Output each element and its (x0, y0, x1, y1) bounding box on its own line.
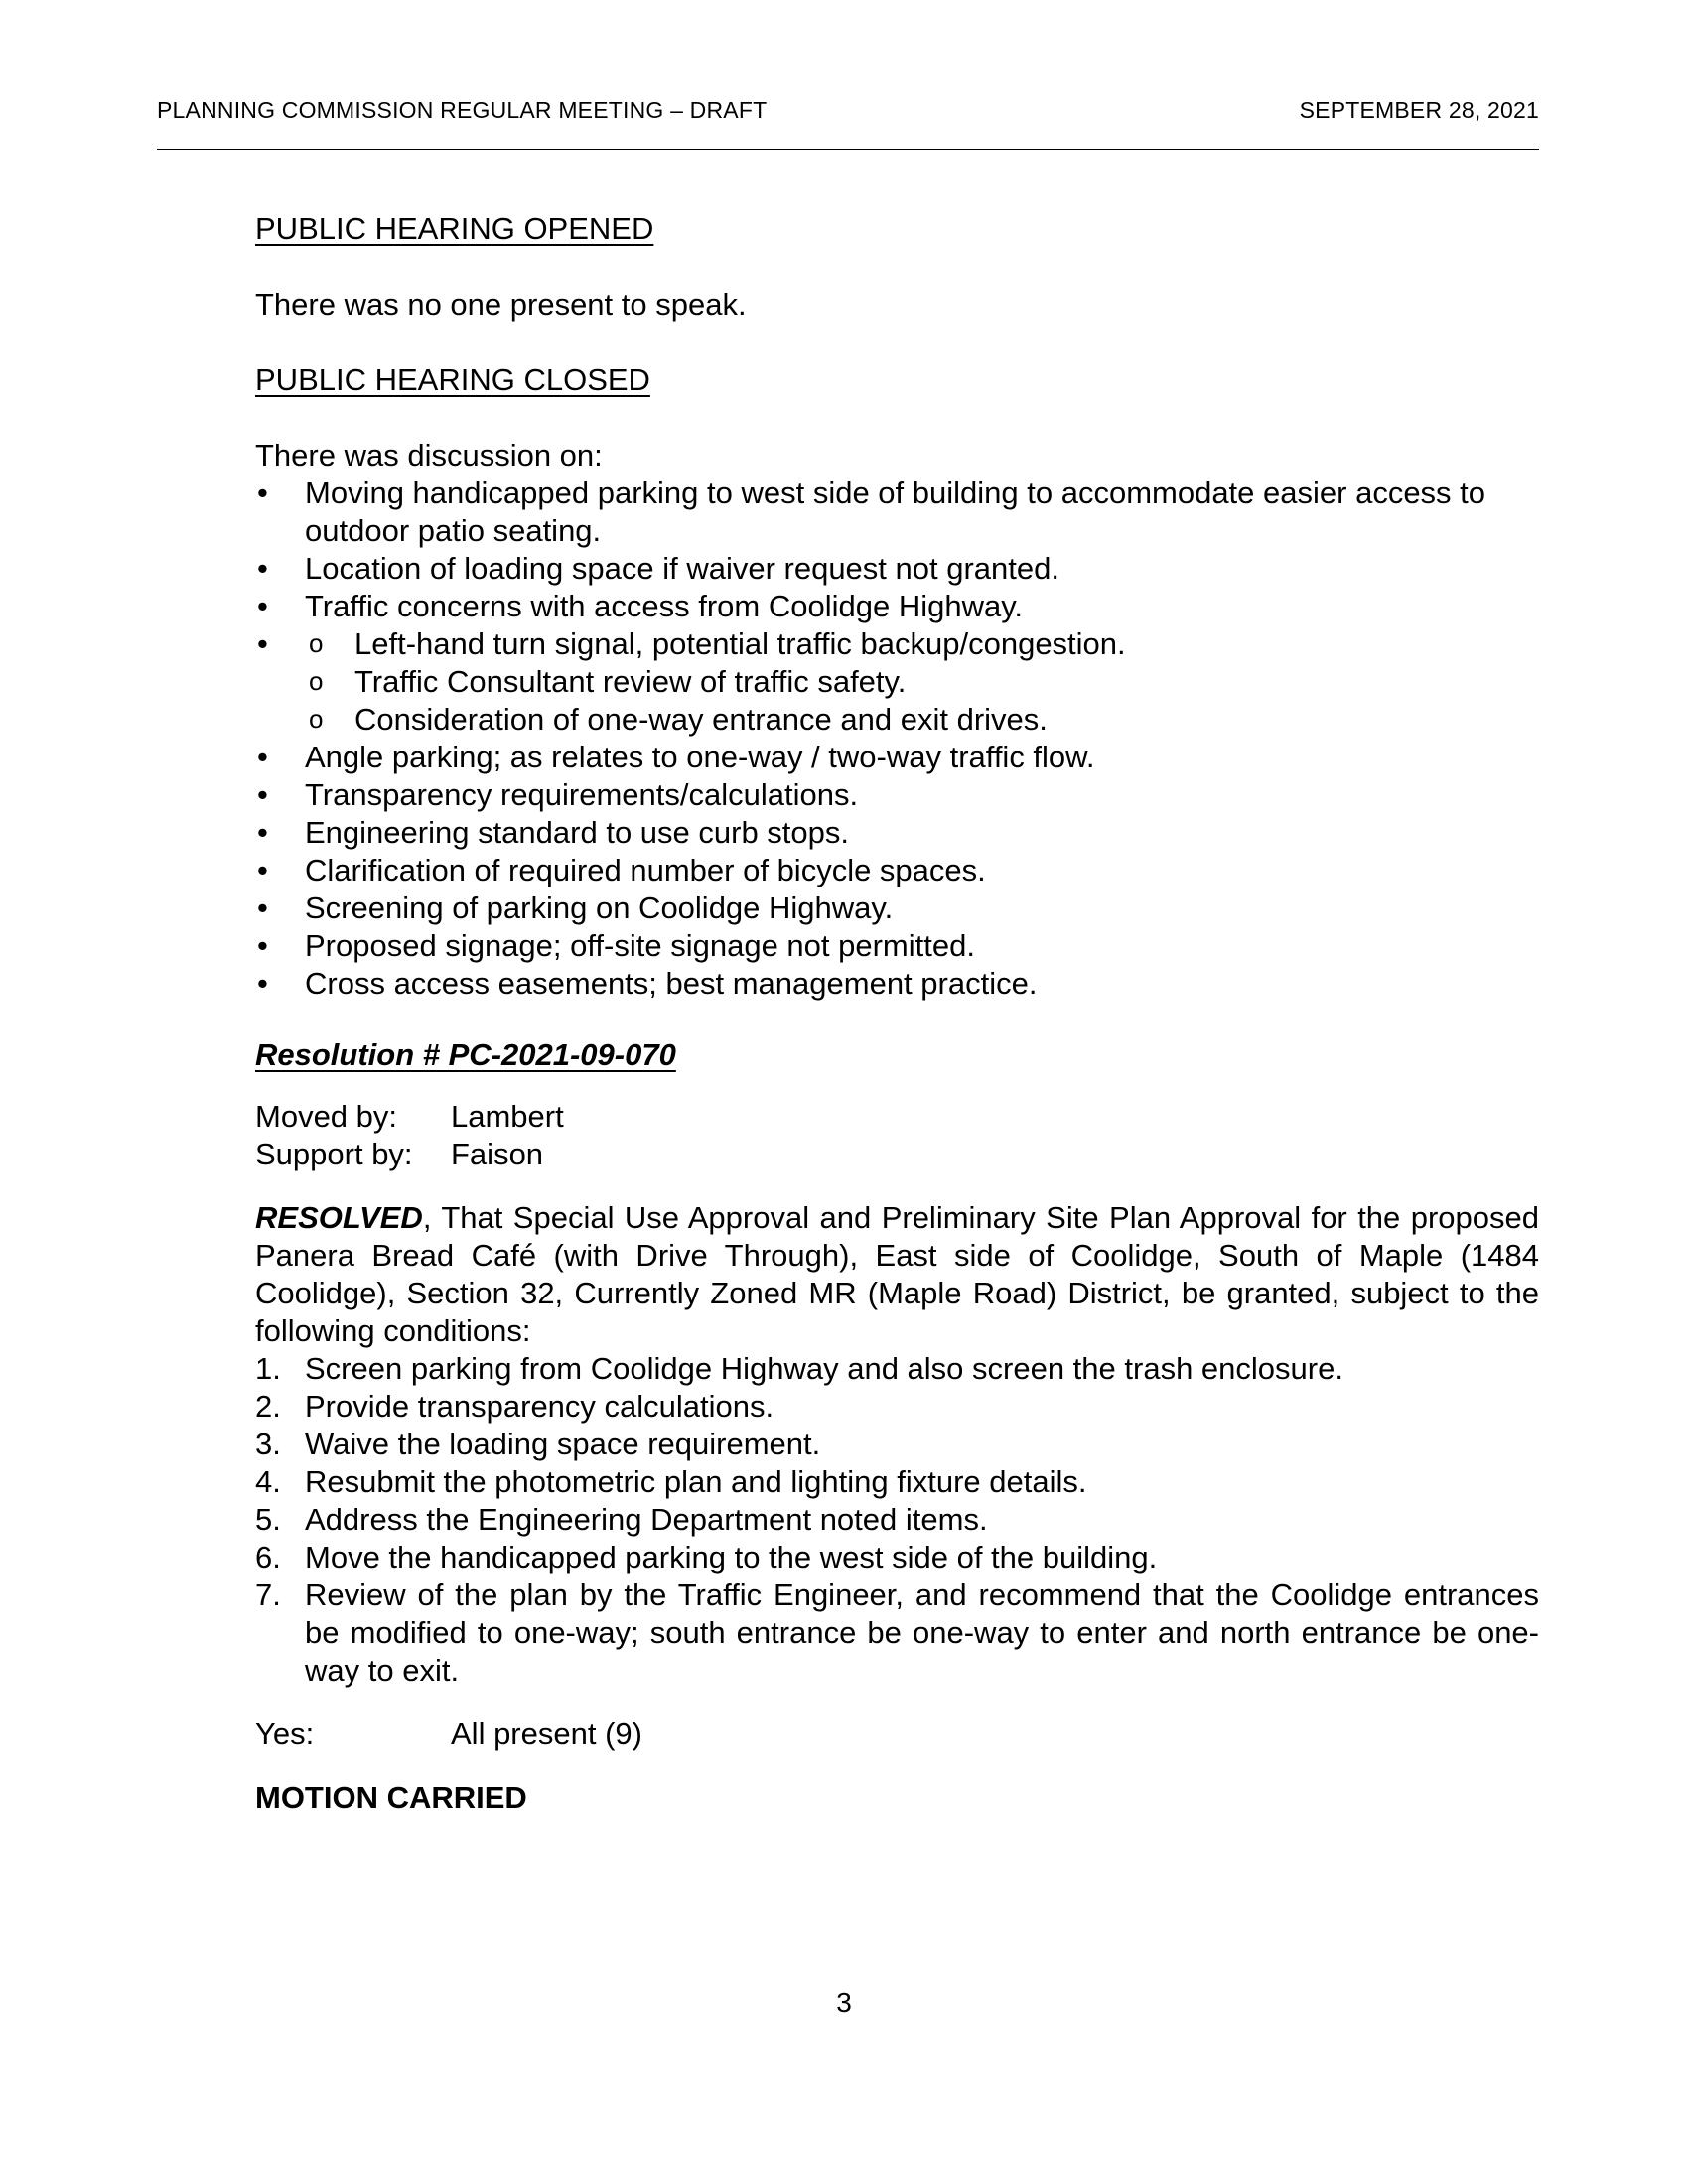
sub-list-item: o Traffic Consultant review of traffic safety. (255, 663, 1539, 701)
list-item: • Screening of parking on Coolidge Highway. (255, 889, 1539, 927)
public-hearing-closed-heading: PUBLIC HEARING CLOSED (255, 362, 650, 397)
resolved-lead: RESOLVED (255, 1200, 423, 1235)
vote-value: All present (9) (451, 1716, 642, 1751)
resolved-text: , That Special Use Approval and Preliminary Site Plan Approval for the proposed Panera Bread Café (with Drive Through), East side of Coolidge, South of Maple (1484 Coolidge), Section 32, Currently Zoned MR (Maple Road) District, be granted, subject to the following conditions: (255, 1200, 1539, 1348)
list-item: • Location of loading space if waiver request not granted. (255, 550, 1539, 588)
list-item: • Clarification of required number of bicycle spaces. (255, 852, 1539, 889)
list-item: • Traffic concerns with access from Coolidge Highway. (255, 588, 1539, 625)
moved-by-value: Lambert (451, 1099, 564, 1134)
minutes-body (255, 210, 1539, 1817)
sub-list-item: o Consideration of one-way entrance and exit drives. (255, 701, 1539, 739)
public-hearing-opened-heading: PUBLIC HEARING OPENED (255, 211, 654, 246)
sub-list-item: o • Left-hand turn signal, potential traffic backup/congestion. (255, 625, 1539, 663)
list-item: 6. Move the handicapped parking to the west side of the building. (255, 1540, 1158, 1574)
sub-list-wrapper (255, 625, 1539, 739)
support-by-row (255, 1136, 1539, 1173)
motion-carried: MOTION CARRIED (255, 1780, 527, 1815)
header-date: SEPTEMBER 28, 2021 (1299, 97, 1539, 123)
header-divider (157, 149, 1539, 150)
support-by-label: Support by: (255, 1137, 413, 1171)
list-item: 3. Waive the loading space requirement. (255, 1427, 821, 1461)
vote-row (255, 1715, 1539, 1753)
moved-by-label: Moved by: (255, 1099, 398, 1134)
list-item: • Transparency requirements/calculations. (255, 776, 1539, 814)
list-item: 7. Review of the plan by the Traffic Engineer, and recommend that the Coolidge entrances be modified to one-way; south entrance be one-way to enter and north entrance be one-way to exit. (255, 1577, 1539, 1688)
page-number: 3 (836, 1987, 852, 2018)
moved-by-row (255, 1098, 1539, 1136)
discussion-list (255, 475, 1539, 1003)
resolution-title: Resolution # PC-2021-09-070 (255, 1037, 676, 1072)
list-item: 5. Address the Engineering Department noted items. (255, 1502, 988, 1537)
page-header (157, 97, 1539, 124)
resolved-paragraph (255, 1199, 1539, 1350)
discussion-intro: There was discussion on: (255, 438, 603, 473)
list-item: 2. Provide transparency calculations. (255, 1389, 774, 1424)
list-item: • Engineering standard to use curb stops. (255, 814, 1539, 852)
list-item: • Moving handicapped parking to west side of building to accommodate easier access to outdoor patio seating. (255, 475, 1539, 550)
traffic-sub-list (255, 625, 1539, 739)
list-item: • Cross access easements; best management practice. (255, 965, 1539, 1003)
list-item: 4. Resubmit the photometric plan and lighting fixture details. (255, 1464, 1087, 1499)
vote-label: Yes: (255, 1716, 315, 1751)
no-speakers-note: There was no one present to speak. (255, 287, 747, 322)
conditions-list (255, 1350, 1539, 1690)
list-item: • Proposed signage; off-site signage not permitted. (255, 927, 1539, 965)
list-item: 1. Screen parking from Coolidge Highway and also screen the trash enclosure. (255, 1351, 1343, 1386)
list-item: • Angle parking; as relates to one-way / two-way traffic flow. (255, 739, 1539, 776)
support-by-value: Faison (451, 1137, 544, 1171)
header-title: PLANNING COMMISSION REGULAR MEETING – DRAFT (157, 97, 768, 123)
